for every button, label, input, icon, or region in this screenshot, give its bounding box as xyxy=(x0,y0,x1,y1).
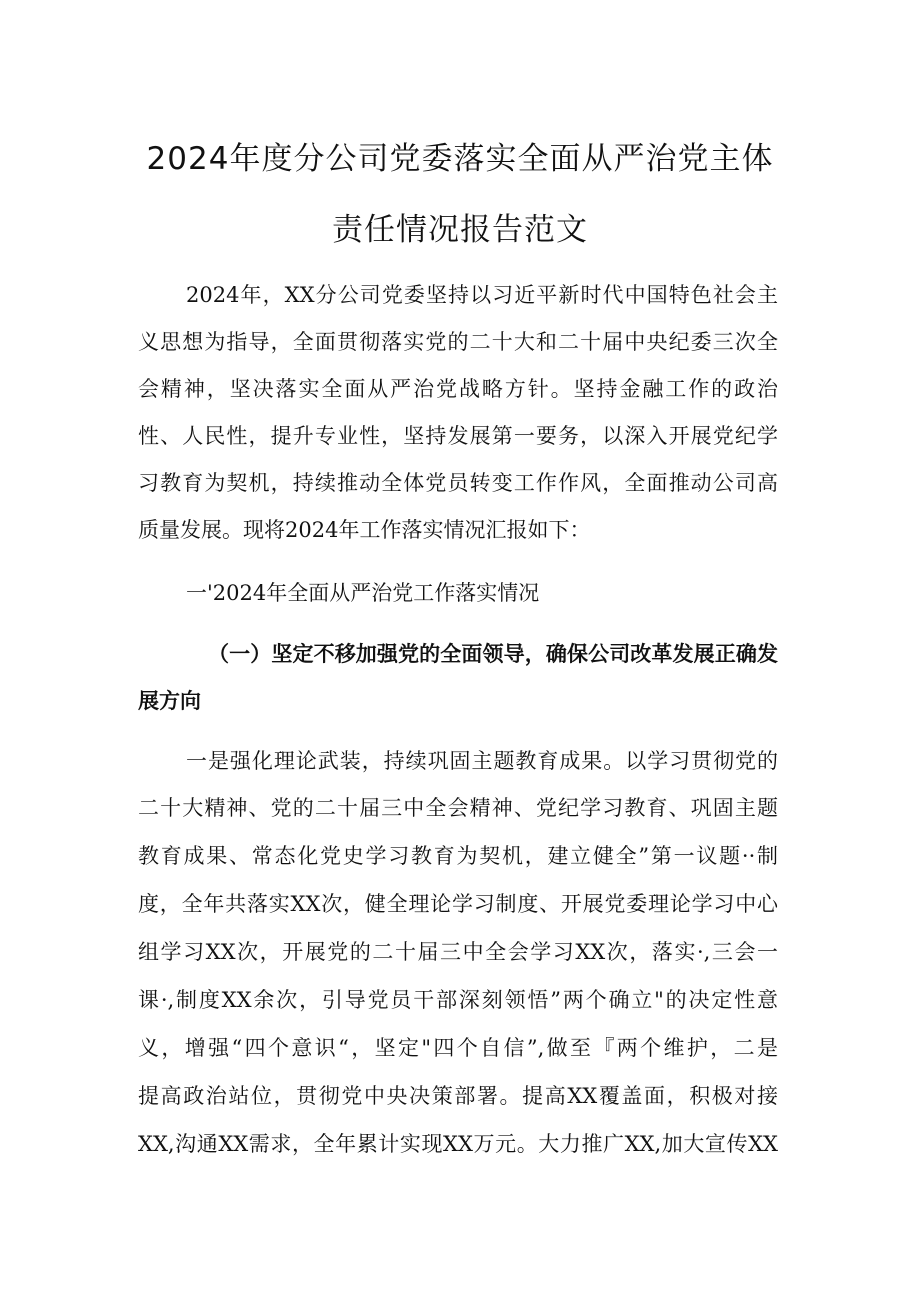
document-title-line-1: 2024年度分公司党委落实全面从严治党主体 xyxy=(146,141,774,177)
body-paragraph-line: 二十大精神、党的二十届三中全会精神、党纪学习教育、巩固主题 xyxy=(138,796,778,820)
intro-paragraph-line: 质量发展。现将2024年工作落实情况汇报如下： xyxy=(138,518,591,542)
body-paragraph-line: XX,沟通XX需求，全年累计实现XX万元。大力推广XX,加大宣传XX xyxy=(138,1132,778,1156)
subsection-heading-line: 展方向 xyxy=(138,688,201,713)
body-paragraph-line: 义，增强“四个意识“，坚定"四个自信”,做至『两个维护，二是 xyxy=(138,1036,778,1060)
intro-paragraph-line: 会精神，坚决落实全面从严治党战略方针。坚持金融工作的政治 xyxy=(138,377,778,401)
body-paragraph-line: 教育成果、常态化党史学习教育为契机，建立健全”第一议题··制 xyxy=(138,844,778,868)
body-paragraph-line: 课·,制度XX余次，引导党员干部深刻领悟”两个确立"的决定性意 xyxy=(138,988,778,1012)
body-paragraph-line: 度，全年共落实XX次，健全理论学习制度、开展党委理论学习中心 xyxy=(138,892,778,916)
body-paragraph-line: 一是强化理论武装，持续巩固主题教育成果。以学习贯彻党的 xyxy=(186,749,778,773)
body-paragraph-line: 组学习XX次，开展党的二十届三中全会学习XX次，落实·,三会一 xyxy=(138,940,778,964)
intro-paragraph-line: 义思想为指导，全面贯彻落实党的二十大和二十届中央纪委三次全 xyxy=(138,330,778,354)
intro-paragraph-line: 性、人民性，提升专业性，坚持发展第一要务，以深入开展党纪学 xyxy=(138,424,778,448)
body-paragraph-line: 提高政治站位，贯彻党中央决策部署。提高XX覆盖面，积极对接 xyxy=(138,1084,778,1108)
document-title-line-2: 责任情况报告范文 xyxy=(332,212,588,248)
intro-paragraph-line: 习教育为契机，持续推动全体党员转变工作作风，全面推动公司高 xyxy=(138,471,778,495)
intro-paragraph-line: 2024年，XX分公司党委坚持以习近平新时代中国特色社会主 xyxy=(186,283,778,307)
section-heading: 一'2024年全面从严治党工作落实情况 xyxy=(186,581,540,605)
subsection-heading-line: （一）坚定不移加强党的全面领导，确保公司改革发展正确发 xyxy=(208,641,778,666)
